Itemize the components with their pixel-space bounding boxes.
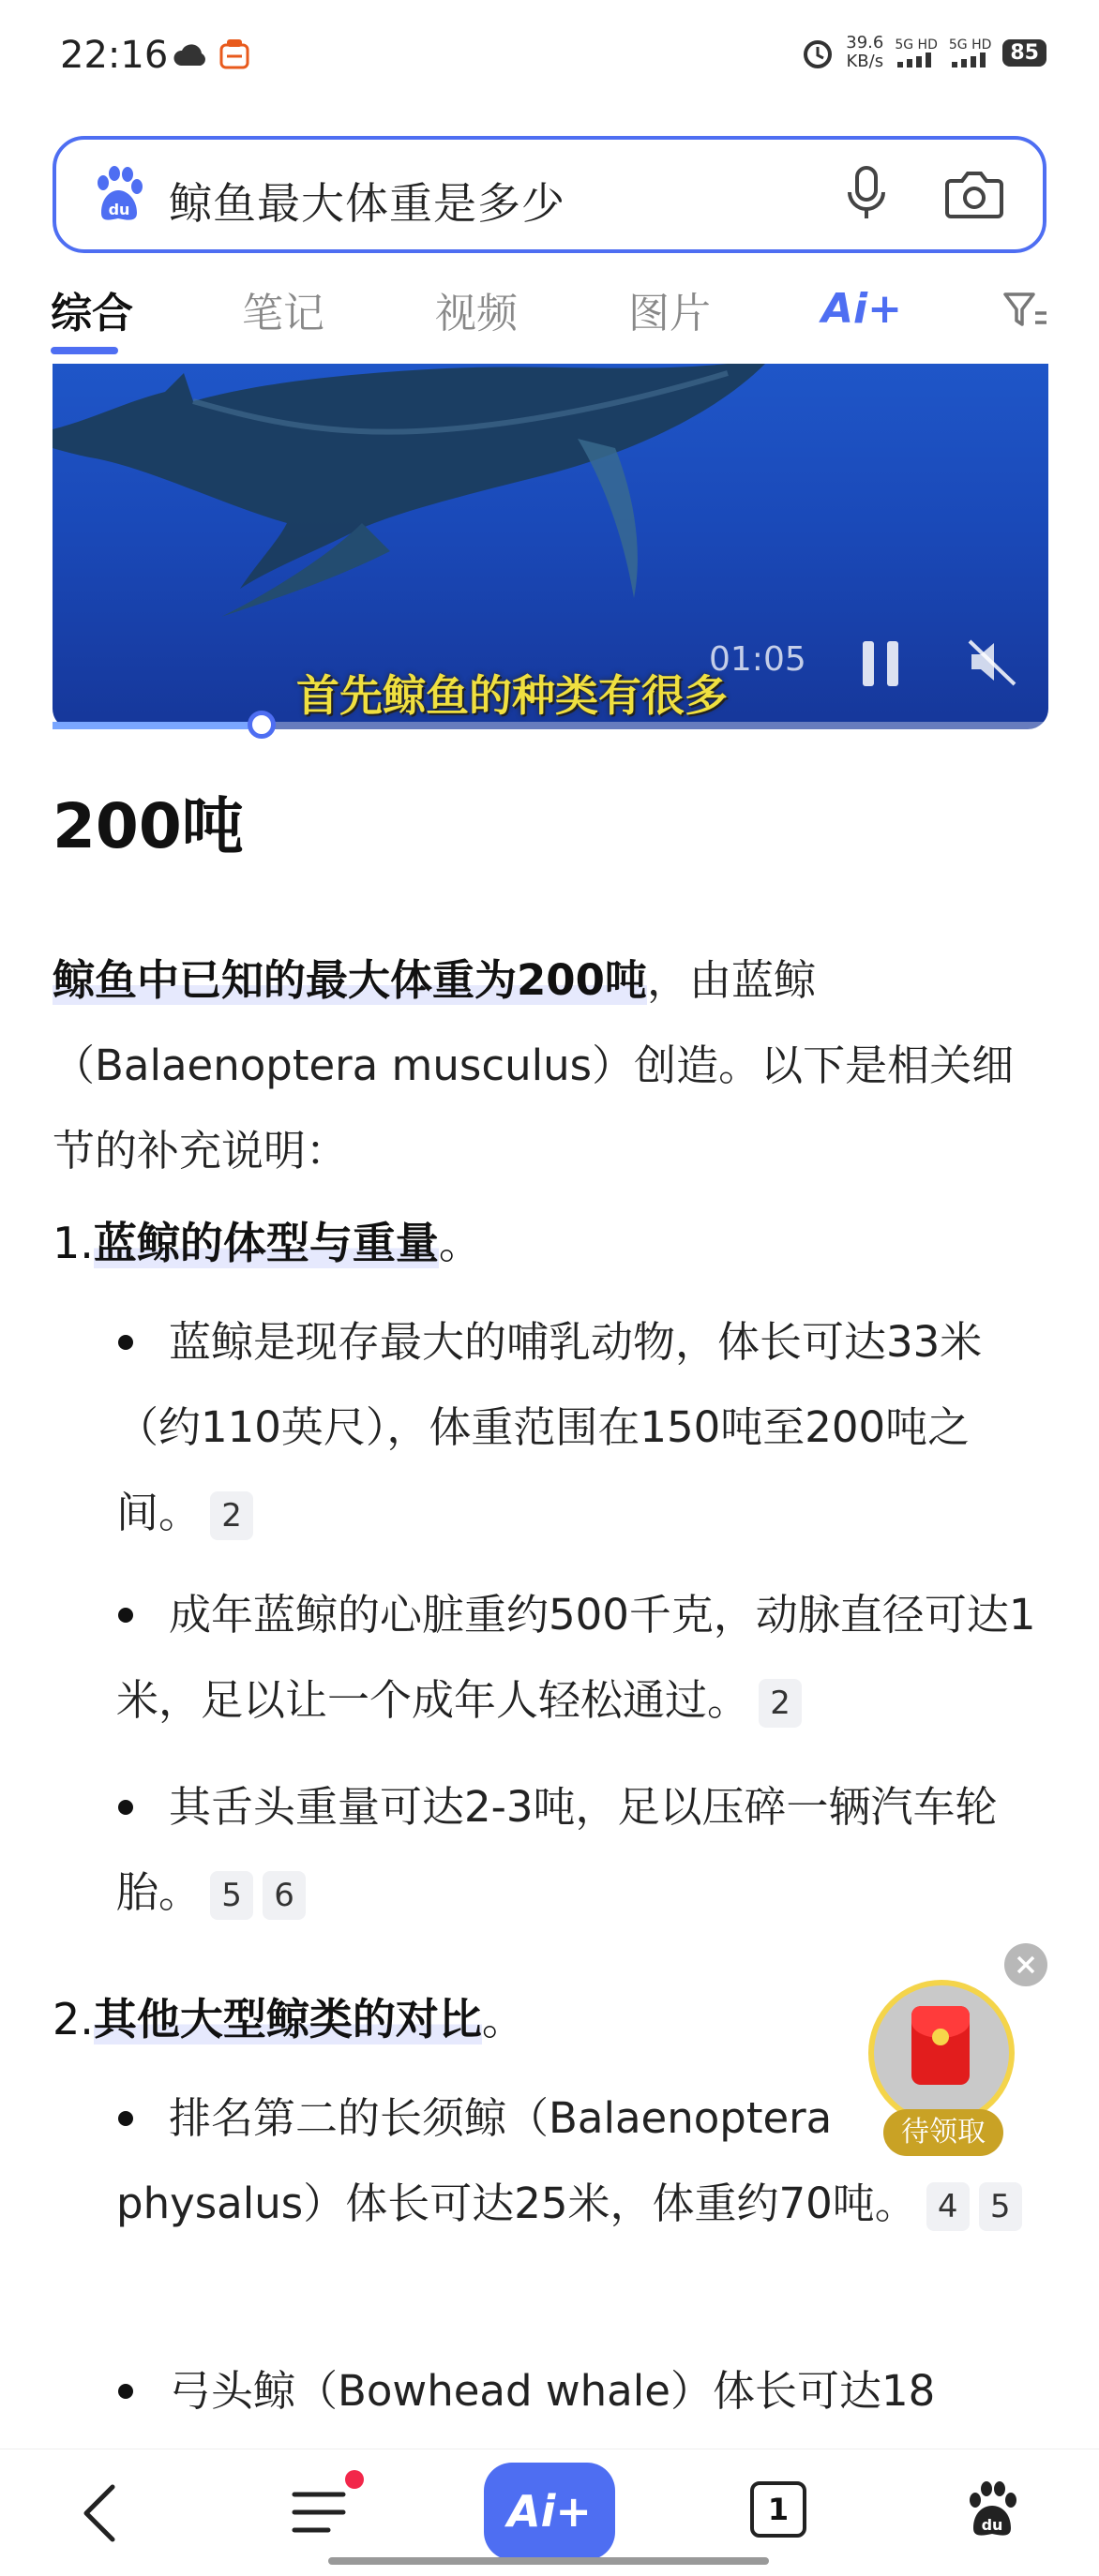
bullet-dot bbox=[118, 2111, 133, 2126]
reference-badge[interactable]: 5 bbox=[979, 2182, 1022, 2231]
video-progress-fill bbox=[53, 722, 262, 729]
answer-title: 200吨 bbox=[53, 790, 244, 862]
tab-comprehensive[interactable]: 综合 bbox=[51, 290, 133, 337]
net-speed-unit: KB/s bbox=[846, 52, 884, 71]
envelope-label: 待领取 bbox=[883, 2109, 1003, 2156]
mute-icon[interactable] bbox=[964, 634, 1020, 690]
section-1-suffix: 。 bbox=[438, 1218, 482, 1268]
bullet-text: 排名第二的长须鲸（Balaenoptera physalus）体长可达25米，体重约70吨。 bbox=[116, 2093, 917, 2228]
signal-2 bbox=[949, 37, 992, 67]
search-tabs bbox=[0, 272, 1099, 356]
search-input[interactable]: 鲸鱼最大体重是多少 bbox=[169, 178, 565, 229]
cloud-icon bbox=[172, 41, 209, 69]
reference-badge[interactable]: 6 bbox=[263, 1871, 306, 1920]
notification-dot bbox=[345, 2470, 364, 2489]
answer-intro-text: ，由蓝鲸（Balaenoptera musculus）创造。以下是相关细节的补充说明： bbox=[53, 955, 1015, 1176]
video-subtitle: 首先鲸鱼的种类有很多 bbox=[296, 670, 728, 721]
bullet-dot bbox=[118, 2384, 133, 2399]
search-bar[interactable] bbox=[53, 136, 1046, 253]
net-speed bbox=[846, 34, 883, 71]
microphone-icon[interactable] bbox=[840, 164, 893, 224]
net-speed-value: 39.6 bbox=[846, 33, 884, 52]
red-envelope-widget[interactable] bbox=[865, 1978, 1020, 2165]
envelope-coin bbox=[932, 2029, 949, 2045]
back-icon[interactable] bbox=[79, 2483, 120, 2543]
video-time: 01:05 bbox=[709, 640, 806, 679]
signal-bars-icon bbox=[952, 52, 989, 67]
answer-intro bbox=[53, 937, 1046, 1193]
status-bar bbox=[0, 0, 1099, 112]
reference-badge[interactable]: 4 bbox=[926, 2182, 970, 2231]
section-2-title bbox=[53, 1985, 525, 2047]
reference-badge[interactable]: 5 bbox=[210, 1871, 253, 1920]
section-2-number: 2. bbox=[53, 1994, 94, 2044]
ai-assistant-button[interactable]: Ai+ bbox=[484, 2463, 615, 2560]
bullet-text: 弓头鲸（Bowhead whale）体长可达18 bbox=[169, 2366, 936, 2416]
tab-video[interactable]: 视频 bbox=[435, 290, 518, 337]
video-progress-bar[interactable] bbox=[53, 722, 1048, 729]
signal-2-label: 5G HD bbox=[948, 37, 992, 52]
baidu-paw-icon bbox=[90, 166, 146, 224]
bullet-dot bbox=[118, 1800, 133, 1815]
camera-icon[interactable] bbox=[943, 164, 1005, 224]
svg-text:du: du bbox=[981, 2516, 1003, 2534]
signal-1-label: 5G HD bbox=[895, 37, 938, 52]
alarm-icon bbox=[801, 36, 835, 69]
bullet-text: 其舌头重量可达2-3吨，足以压碎一辆汽车轮胎。 bbox=[116, 1782, 998, 1917]
section-1-title bbox=[53, 1209, 482, 1271]
section-2-suffix: 。 bbox=[481, 1994, 525, 2044]
section-1-heading: 蓝鲸的体型与重量 bbox=[93, 1218, 439, 1268]
reference-badge[interactable]: 2 bbox=[210, 1491, 253, 1540]
status-time: 22:16 bbox=[60, 34, 169, 77]
baidu-home-icon[interactable] bbox=[964, 2481, 1020, 2539]
menu-icon[interactable] bbox=[291, 2487, 347, 2538]
tab-notes[interactable]: 笔记 bbox=[242, 290, 324, 337]
active-tab-indicator bbox=[51, 347, 118, 354]
signal-bars-icon bbox=[897, 52, 935, 67]
reference-badge[interactable]: 2 bbox=[759, 1679, 802, 1728]
list-item bbox=[116, 1299, 1045, 1555]
bullet-dot bbox=[118, 1335, 133, 1350]
pause-icon[interactable] bbox=[859, 636, 906, 692]
bullet-dot bbox=[118, 1608, 133, 1623]
bullet-text: 蓝鲸是现存最大的哺乳动物，体长可达33米（约110英尺），体重范围在150吨至200吨之间。 bbox=[116, 1317, 983, 1537]
video-progress-handle[interactable] bbox=[248, 711, 276, 739]
video-player[interactable] bbox=[53, 364, 1048, 729]
section-2-heading: 其他大型鲸类的对比 bbox=[93, 1994, 482, 2044]
signal-1 bbox=[895, 37, 938, 67]
svg-text:du: du bbox=[108, 201, 130, 218]
section-1-number: 1. bbox=[53, 1218, 94, 1268]
filter-icon[interactable] bbox=[1001, 291, 1048, 332]
bullet-text: 成年蓝鲸的心脏重约500千克，动脉直径可达1米，足以让一个成年人轻松通过。 bbox=[116, 1590, 1036, 1725]
list-item bbox=[116, 2348, 1045, 2434]
tab-ai[interactable]: Ai+ bbox=[821, 285, 903, 333]
status-right bbox=[801, 34, 1046, 71]
battery-indicator: 85 bbox=[1002, 39, 1046, 67]
list-item bbox=[116, 1572, 1045, 1743]
tab-images[interactable]: 图片 bbox=[628, 290, 711, 337]
list-item bbox=[116, 1764, 1045, 1935]
answer-intro-highlight: 鲸鱼中已知的最大体重为200吨 bbox=[53, 955, 647, 1005]
home-indicator[interactable] bbox=[328, 2557, 769, 2565]
notification-app-icon bbox=[218, 37, 251, 71]
tabs-count-button[interactable]: 1 bbox=[750, 2481, 806, 2538]
